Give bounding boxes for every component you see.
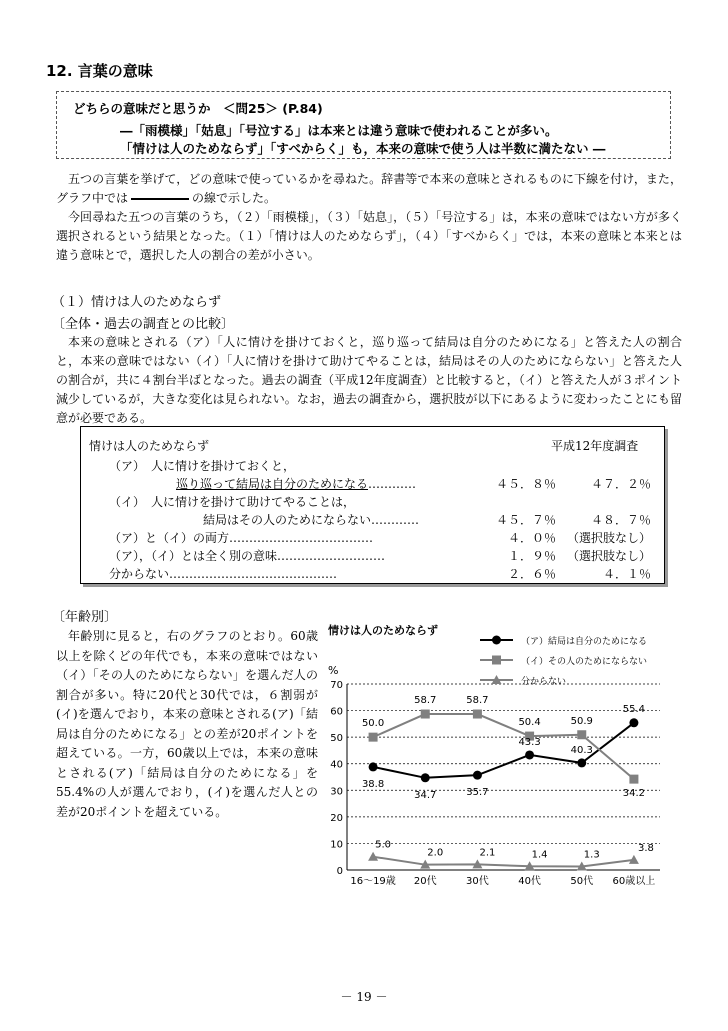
- y-tick-label: 20: [330, 812, 343, 824]
- data-label: 50.9: [570, 715, 593, 727]
- x-tick-label: 60歳以上: [612, 876, 656, 887]
- data-point: [577, 758, 586, 767]
- choices-box: [80, 426, 665, 584]
- x-tick-label: 20代: [413, 876, 437, 887]
- data-label: 1.3: [583, 849, 600, 861]
- data-label: 38.8: [361, 778, 385, 790]
- age-heading: 〔年齢別〕: [52, 610, 118, 625]
- choice-a-prev: ４７．２％: [590, 477, 651, 491]
- summary-heading: どちらの意味だと思うか ＜問25＞ (P.84): [73, 101, 323, 116]
- choice-d-value: １．９％: [507, 549, 556, 563]
- data-point: [629, 718, 638, 727]
- series-line: [373, 723, 634, 778]
- legend-marker: [492, 656, 501, 665]
- data-labels: [362, 695, 654, 861]
- y-tick-label: 0: [336, 866, 343, 877]
- age-text: [56, 627, 318, 822]
- data-label: 3.8: [637, 842, 654, 854]
- data-label: 58.7: [466, 695, 489, 707]
- data-label: 1.4: [531, 849, 548, 861]
- data-label: 5.0: [375, 839, 392, 851]
- choice-c-prev: （選択肢なし）: [566, 531, 651, 545]
- compare-paragraph: 本来の意味とされる（ア）「人に情けを掛けておくと，巡り巡って結局は自分のためになる」と答えた人の割合と，本来の意味ではない（イ）「人に情けを掛けて助けてやることは，結局はその人のためにならない」と答えた人の割合が，共に４割台半ばとなった。過去の調査（平成12年度調査）と比較すると，（イ）と答えた人が３ポイント減少しているが，大きな変化は見られない。なお，過去の調査から，選択肢が以下にあるように変わったことにも留意が必要である。: [56, 335, 682, 425]
- intro-text: [56, 170, 682, 265]
- summary-box: [56, 91, 671, 159]
- y-axis-label: %: [328, 664, 339, 677]
- underline-sample: [131, 198, 189, 200]
- prev-survey-label: 平成12年度調査: [551, 439, 639, 453]
- choice-e-value: ２．６％: [507, 567, 556, 581]
- choice-c-value: ４．０％: [507, 531, 556, 545]
- page-number: － 19 －: [340, 990, 388, 1004]
- data-label: 2.0: [427, 847, 444, 859]
- y-ticks: [330, 680, 343, 877]
- sub1-title: （１）情けは人のためならず: [52, 295, 222, 310]
- choice-b-line2: 結局はその人のためにならない: [203, 513, 372, 527]
- choice-d-line: （ア），（イ）とは全く別の意味: [109, 549, 278, 563]
- data-label: 58.7: [414, 695, 437, 707]
- x-tick-label: 30代: [466, 876, 489, 887]
- y-tick-label: 40: [330, 759, 343, 771]
- series-line: [373, 714, 634, 779]
- data-point: [473, 771, 482, 780]
- choice-a-line1: （ア） 人に情けを掛けておくと，: [109, 459, 296, 473]
- legend-label: （イ）その人のためにならない: [521, 657, 648, 667]
- data-point: [577, 730, 586, 739]
- choice-e-dots: ……………………………………: [169, 567, 338, 581]
- data-label: 40.3: [570, 744, 593, 756]
- choice-a-dots: …………: [368, 477, 417, 491]
- y-tick-label: 60: [330, 706, 343, 718]
- choice-d-dots: ………………………: [277, 549, 386, 563]
- x-tick-label: 40代: [518, 876, 541, 887]
- summary-line-2: 「情けは人のためならず」「すべからく」も，本来の意味で使う人は半数に満たない ―: [120, 141, 606, 156]
- chart-grid: [347, 684, 660, 870]
- legend-label: 分からない: [521, 677, 567, 687]
- choice-b-prev: ４８．７％: [590, 513, 651, 527]
- data-point: [369, 762, 378, 771]
- chart-legend: [480, 635, 647, 687]
- choice-a-value: ４５．８％: [495, 477, 556, 491]
- summary-line-1: ―「雨模様」「姑息」「号泣する」は本来とは違う意味で使われることが多い。: [120, 123, 558, 138]
- data-point: [473, 710, 482, 719]
- intro-p2: 今回尋ねた五つの言葉のうち，（２）「雨模様」，（３）「姑息」，（５）「号泣する」は，本来の意味ではない方が多く選択されるという結果となった。（１）「情けは人のためならず」，（４）「すべからく」では，本来の意味と本来とは違う意味とで，選択した人の割合の差が小さい。: [56, 210, 682, 262]
- choice-b-value: ４５．７％: [495, 513, 556, 527]
- intro-p1-before: 五つの言葉を挙げて，どの意味で使っているかを尋ねた。辞書等で本来の意味とされるものに下線を付け，また，グラフ中では: [56, 172, 682, 205]
- x-ticks: [350, 874, 655, 887]
- choice-c-dots: ………………………………: [229, 531, 374, 545]
- legend-marker: [492, 636, 501, 645]
- data-label: 55.4: [622, 703, 646, 715]
- data-point: [368, 852, 378, 861]
- data-point: [369, 733, 378, 742]
- data-label: 34.2: [622, 788, 646, 800]
- y-tick-label: 70: [330, 680, 343, 691]
- data-point: [421, 773, 430, 782]
- data-label: 35.7: [466, 787, 489, 799]
- choice-d-prev: （選択肢なし）: [566, 549, 651, 563]
- data-point: [421, 710, 430, 719]
- age-paragraph: 年齢別に見ると，右のグラフのとおり。60歳以上を除くどの年代でも，本来の意味ではない（イ）「その人のためにならない」を選んだ人の割合が多い。特に20代と30代では，６割弱が(イ)を選んでおり，本来の意味とされる(ア)「結局は自分のためになる」との差が20ポイントを超えている。一方，60歳以上では，本来の意味とされる(ア)「結局は自分のためになる」を55.4%の人が選んでおり，(イ)を選んだ人との差が20ポイントを超えている。: [56, 629, 318, 819]
- compare-heading: 〔全体・過去の調査との比較〕: [52, 317, 235, 332]
- legend-label: （ア）結局は自分のためになる: [521, 637, 648, 647]
- x-tick-label: 16～19歳: [350, 876, 396, 887]
- data-label: 34.7: [414, 789, 437, 801]
- data-label: 50.0: [361, 718, 385, 730]
- data-label: 50.4: [518, 717, 541, 729]
- section-title: 12. 言葉の意味: [46, 62, 153, 80]
- age-line-chart: [325, 620, 670, 895]
- choice-e-line: 分からない: [109, 567, 170, 581]
- data-point: [525, 750, 534, 759]
- data-point: [629, 775, 638, 784]
- y-tick-label: 50: [330, 733, 343, 745]
- choice-e-prev: ４．１％: [602, 567, 651, 581]
- y-tick-label: 10: [330, 839, 343, 851]
- x-tick-label: 50代: [570, 876, 594, 887]
- compare-text: [56, 333, 682, 428]
- data-label: 43.3: [518, 736, 541, 748]
- intro-p1-after: の線で示した。: [192, 191, 277, 205]
- chart-title: 情けは人のためならず: [328, 624, 438, 637]
- y-tick-label: 30: [330, 786, 343, 798]
- choice-c-line: （ア）と（イ）の両方: [109, 531, 230, 545]
- choices-title: 情けは人のためならず: [89, 439, 210, 453]
- choice-a-line2: 巡り巡って結局は自分のためになる: [176, 477, 369, 491]
- choice-b-dots: …………: [371, 513, 420, 527]
- choice-b-line1: （イ） 人に情けを掛けて助けてやることは，: [109, 495, 356, 509]
- data-label: 2.1: [479, 847, 496, 859]
